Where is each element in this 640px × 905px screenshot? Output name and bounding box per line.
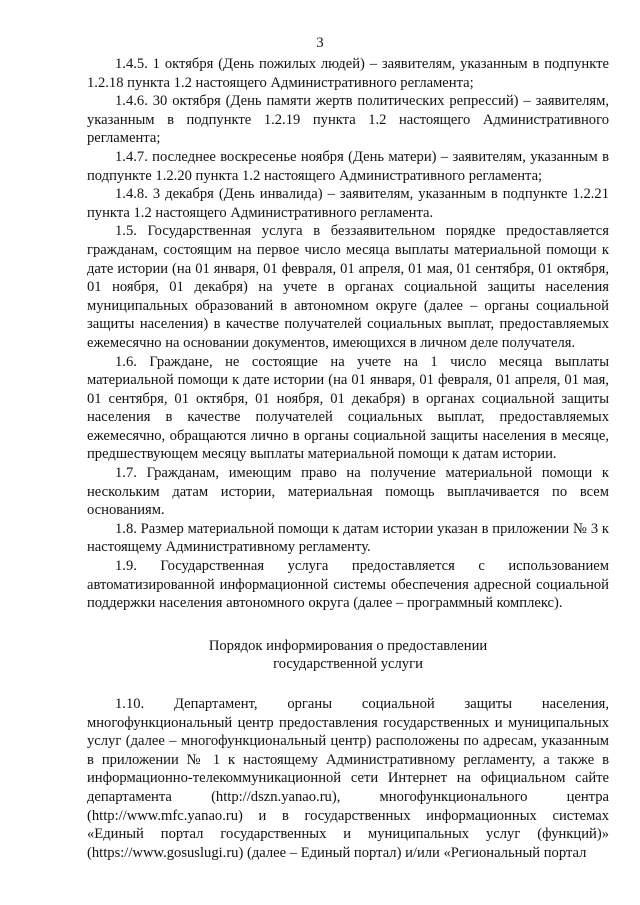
paragraph-1-7: 1.7. Гражданам, имеющим право на получение материальной помощи к нескольким датам истории, материальная помощь выплачивается по всем основаниям.	[87, 465, 609, 519]
section-heading-line-1: Порядок информирования о предоставлении	[208, 637, 488, 654]
section-heading	[87, 637, 609, 674]
paragraph-1-5: 1.5. Государственная услуга в беззаявительном порядке предоставляется гражданам, состоящим на первое число месяца выплаты материальной помощи к дате истории (на 01 января, 01 февраля, 01 апреля, 01 мая, 01 сентября, 01 октября, 01 ноября, 01 декабря) на учете в органах социальной защиты населения муниципальных образований в автономном округе (далее – органы социальной защиты населения) в качестве получателей социальных выплат, предоставляемых ежемесячно на основании документов, имеющихся в личном деле получателя.	[87, 223, 609, 351]
document-body	[87, 55, 609, 862]
paragraph-1-8: 1.8. Размер материальной помощи к датам истории указан в приложении № 3 к настоящему Административному регламенту.	[87, 520, 609, 556]
paragraph-1-10: 1.10. Департамент, органы социальной защиты населения, многофункциональный центр предоставления государственных и муниципальных услуг (далее – многофункциональный центр) расположены по адресам, указанным в приложении № 1 к настоящему Административному регламенту, а также в информационно-телекоммуникационной сети Интернет на официальном сайте департамента (http://dszn.yanao.ru), многофункционального центра (http://www.mfc.yanao.ru) и в государственных информационных системах «Единый портал государственных и муниципальных услуг (функций)» (https://www.gosuslugi.ru) (далее – Единый портал) и/или «Региональный портал	[87, 696, 609, 861]
paragraph-1-9: 1.9. Государственная услуга предоставляется с использованием автоматизированной информационной системы обеспечения адресной социальной поддержки населения автономного округа (далее – программный комплекс).	[87, 558, 609, 612]
paragraph-1-6: 1.6. Граждане, не состоящие на учете на 1 число месяца выплаты материальной помощи к дате истории (на 01 января, 01 февраля, 01 апреля, 01 мая, 01 сентября, 01 октября, 01 ноября, 01 декабря) в органах социальной защиты населения в качестве получателей социальных выплат, предоставляемых ежемесячно, обращаются лично в органы социальной защиты населения в месяце, предшествующем месяцу выплаты материальной помощи к датам истории.	[87, 353, 609, 463]
paragraph-1-4-7: 1.4.7. последнее воскресенье ноября (День матери) – заявителям, указанным в подпункте 1.2.20 пункта 1.2 настоящего Административного регламента;	[87, 148, 609, 184]
page-number: 3	[316, 35, 324, 51]
paragraph-1-4-5: 1.4.5. 1 октября (День пожилых людей) – заявителям, указанным в подпункте 1.2.18 пункта 1.2 настоящего Административного регламента;	[87, 56, 609, 91]
paragraph-1-4-8: 1.4.8. 3 декабря (День инвалида) – заявителям, указанным в подпункте 1.2.21 пункта 1.2 настоящего Административного регламента.	[87, 186, 609, 221]
paragraph-1-4-6: 1.4.6. 30 октября (День памяти жертв политических репрессий) – заявителям, указанным в подпункте 1.2.19 пункта 1.2 настоящего Административного регламента;	[87, 93, 609, 147]
section-heading-line-2: государственной услуги	[273, 656, 423, 673]
